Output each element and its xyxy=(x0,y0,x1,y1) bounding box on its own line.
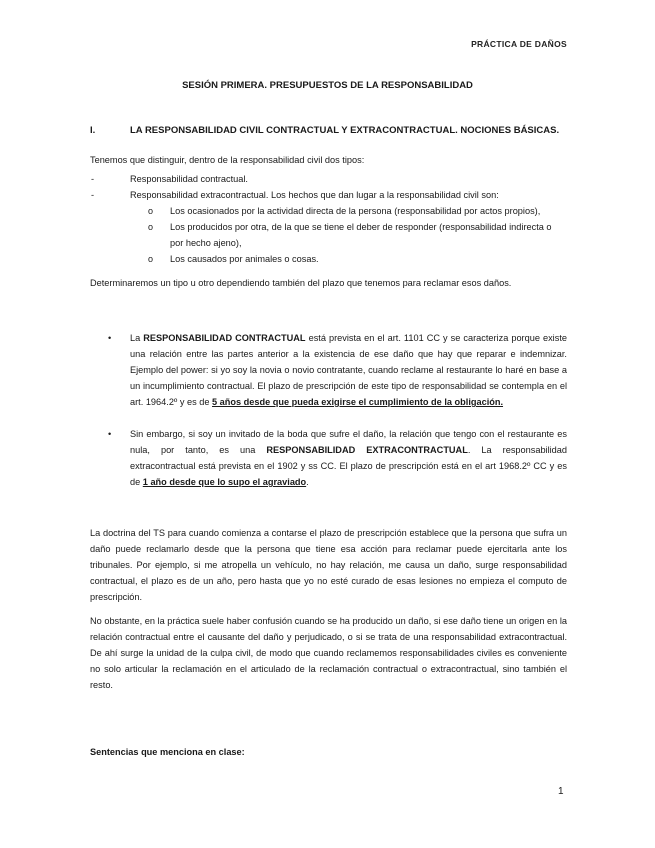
doctrina-paragraph: La doctrina del TS para cuando comienza a contarse el plazo de prescripción establece que la persona que sufra un daño puede reclamarlo desde que la persona que tiene esa acción para reclamar puede ejercitarla ante los tribunales. Por ejemplo, si me atropella un vehículo, no hay relación, me causa un daño, surge responsabilidad contractual, el plazo es de un año, pero hasta que yo no esté curado de esas lesiones no empieza el computo de prescripción. xyxy=(90,528,567,602)
types-list xyxy=(90,171,567,203)
sub-list-item-text: Los ocasionados por la actividad directa de la persona (responsabilidad por actos propios), xyxy=(170,206,541,216)
circle-marker: o xyxy=(148,222,154,232)
bullet-text: . xyxy=(306,477,309,487)
sub-list-item xyxy=(148,203,567,219)
section-number: I. xyxy=(90,125,96,136)
sub-list-item-text: Los causados por animales o cosas. xyxy=(170,254,319,264)
bullet-item-extracontractual xyxy=(108,426,568,490)
list-item-text: Responsabilidad extracontractual. Los hechos que dan lugar a la responsabilidad civil son: xyxy=(130,190,499,200)
section-heading-text: LA RESPONSABILIDAD CIVIL CONTRACTUAL Y EXTRACONTRACTUAL. NOCIONES BÁSICAS. xyxy=(130,125,560,136)
bold-term: RESPONSABILIDAD EXTRACONTRACTUAL xyxy=(266,445,468,455)
underlined-term: 5 años desde que pueda exigirse el cumplimiento de la obligación. xyxy=(212,397,504,407)
running-header: PRÁCTICA DE DAÑOS xyxy=(471,39,567,49)
dash-marker: - xyxy=(91,190,95,200)
circle-marker: o xyxy=(148,254,154,264)
bullet-text: está prevista en el art. 1101 CC y se caracteriza porque existe una relación entre las partes anterior a la existencia de ese daño que hay que reparar e indemnizar. Ejemplo del power: si yo soy la novia o novio contratante, cuando reclame al restaurante lo haré en base a un incumplimiento contractual. El plazo de prescripción de este tipo de responsabilidad se contempla en el art. 1964.2º y es de xyxy=(130,333,567,407)
sub-list-item xyxy=(148,219,567,251)
responsibility-bullets xyxy=(90,330,567,490)
bullet-paragraph xyxy=(130,330,567,410)
bullet-text: Sin embargo, si soy un invitado de la boda que sufre el daño, la relación que tengo con el restaurante es nula, por tanto, es una xyxy=(130,429,567,455)
bullet-marker: • xyxy=(108,333,112,343)
list-item-text: Responsabilidad contractual. xyxy=(130,174,248,184)
list-item xyxy=(90,171,567,187)
bullet-paragraph xyxy=(130,426,567,490)
list-item xyxy=(90,187,567,203)
sub-list-item xyxy=(148,251,567,267)
body-block-3 xyxy=(90,525,567,693)
bold-term: RESPONSABILIDAD CONTRACTUAL xyxy=(143,333,306,343)
circle-marker: o xyxy=(148,206,154,216)
determine-paragraph: Determinaremos un tipo u otro dependiendo también del plazo que tenemos para reclamar esos daños. xyxy=(90,278,512,288)
sentencias-block xyxy=(90,744,567,760)
section-heading xyxy=(90,125,559,136)
bullet-text: . La responsabilidad extracontractual está prevista en el 1902 y ss CC. El plazo de prescripción está en el art 1968.2º CC y es de xyxy=(130,445,568,487)
dash-marker: - xyxy=(91,174,95,184)
session-title: SESIÓN PRIMERA. PRESUPUESTOS DE LA RESPONSABILIDAD xyxy=(182,80,473,91)
body-block-1 xyxy=(90,152,567,291)
sub-list-item-text: Los producidos por otra, de la que se tiene el deber de responder (responsabilidad indirecta o por hecho ajeno), xyxy=(170,222,552,248)
page-number: 1 xyxy=(558,786,564,797)
bullet-marker: • xyxy=(108,429,112,439)
bullet-item-contractual xyxy=(108,330,567,410)
sub-list xyxy=(90,203,567,267)
intro-paragraph: Tenemos que distinguir, dentro de la responsabilidad civil dos tipos: xyxy=(90,155,365,165)
body-block-2 xyxy=(90,330,567,490)
obstante-paragraph: No obstante, en la práctica suele haber confusión cuando se ha producido un daño, si ese daño tiene un origen en la relación contractual entre el causante del daño y perjudicado, o si se trata de una responsabilidad extracontractual. De ahí surge la unidad de la culpa civil, de modo que cuando reclamemos responsabilidades civiles es conveniente no solo articular la reclamación en el articulado de la reclamación contractual o extracontractual, sino también el resto. xyxy=(90,616,567,690)
sentencias-heading: Sentencias que menciona en clase: xyxy=(90,747,245,757)
bullet-text: La xyxy=(130,333,144,343)
underlined-term: 1 año desde que lo supo el agraviado xyxy=(142,477,307,487)
